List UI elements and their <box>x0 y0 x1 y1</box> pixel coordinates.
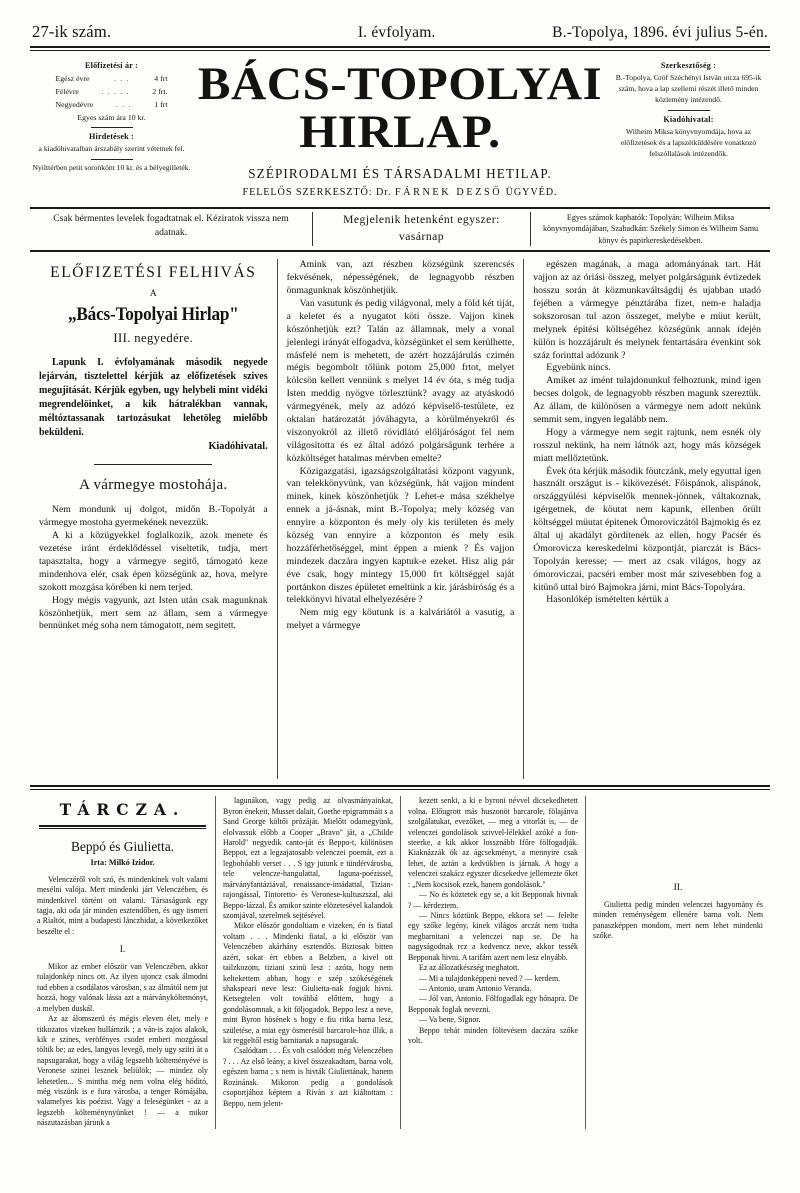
appeal-quarter: III. negyedére. <box>113 331 194 346</box>
story-section-i: I. <box>119 944 126 956</box>
place-and-date: B.-Topolya, 1896. évi julius 5-én. <box>552 24 768 41</box>
price-dots: . . . . . <box>101 87 130 97</box>
subscription-price-box <box>30 57 193 198</box>
volume-number: I. évfolyam. <box>357 24 436 41</box>
price-value: 4 frt <box>154 74 168 84</box>
editor-suffix: ÜGYVÉD. <box>505 186 558 198</box>
article-title: A vármegye mostohája. <box>79 477 228 494</box>
newspaper-title: BÁCS-TOPOLYAI HIRLAP. <box>197 58 603 158</box>
price-label: Egész évre <box>55 74 90 84</box>
story-paragraph: Beppo tehát minden föltevésem daczára szőke volt. <box>408 1025 578 1046</box>
price-dots: . . . <box>115 99 132 109</box>
banner-availability: Egyes számok kaphatók: Topolyán: Wilheim Miksa könyvnyomdájában, Szabadkán: Székely Simon és Wilheim Samu könyv és papirkereskedésekben. <box>542 212 759 245</box>
editor-title: Dr. <box>375 186 392 198</box>
article-paragraph: Közigazgatási, igazságszolgáltatási központ vagyunk, van telekkönyvünk, van községünk, hát vajjon mindent minek, kinek köszönhetjük ? Lehet-e mása székhelye ennek a já-ásnak, mint B.-Topolya; mely község van ennyire a központon és mely oly kis területen és mely község van ennyire a központon és mely esik hozzáférhetőséggel, mint éppen a mienk ? És vajjon mindezek daczára ingyen kaptuk-e ezeket. Hisz alig pár éve csak, hogy mintegy 15,000 frt költséggel saját portánkon diszes épületet emeltünk a kir. járásbiróság és a telekkönyvi hivatal elhelyezésére ? <box>286 465 515 606</box>
story-paragraph: — No és köztetek egy se, a kit Bepponak hivnak ? — kérdeztem. <box>408 890 578 910</box>
price-value: 2 frt. <box>152 87 168 97</box>
story-paragraph: Mikor az ember először van Velenczében, akkor tulajdonkép nincs ott. Az ilyen ujoncz csak álmodni tud ebben a csodálatos városban, s az álmától nem jut hozzá, hogy valónak lássa azt a márványköltemónyt, a melyben duskál. <box>37 961 208 1013</box>
single-copy-price: Egyes szám ára 10 kr. <box>77 112 146 122</box>
story-paragraph: — Nincs köztünk Beppo, ekkora se! — felelte egy szőke legény, kinek világos arczát nem tudta megbarnitani a velenczei nap se. De ha nagyságodnak rcz a kedvencz neve, akkor tessék Bepponak hivni. A tarifám azert nem lesz elnyább. <box>408 910 578 962</box>
price-value: 1 frt <box>154 99 168 109</box>
article-paragraph: egészen magának, a maga adományának tart. Hát vajjon az az óriási összeg, melyet polgárságunk évtizedek hosszu során át közmunkaváltságdij és ujabban utadó fejében a vármegye pénztárába fizet, nem-e haladja sokszorosan tul azon összeget, melybe e müut került, melynek épitési költségéhez községünk annak idején külön is hozzájárult és melynek fentartására évenkint sok száz forinttal adózunk ? <box>533 259 761 361</box>
feuilleton-section <box>30 796 770 1128</box>
story-paragraph: — Antonio, uram Antonio Veranda. <box>419 983 532 993</box>
article-paragraph: Nem mondunk uj dolgot, midőn B.-Topolyát a vármegye mostoha gyermekének nevezzük. <box>39 504 268 529</box>
main-columns <box>30 259 770 779</box>
banner-left-note: Csak bérmentes levelek fogadtatnak el. Kéziratok vissza nem adatnak. <box>53 212 289 238</box>
article-paragraph: Van vasutunk és pedig világvonal, mely a föld két tiját, a keletet és a nyugatot köti össze. Vajjon kinek köszönhetjük ezt? Talán az államnak, mely a vonal jelenlegi irányát elfogadva, községünket el sem kerülhette, másfelé nem is mehetett, de azért hozzájárulás czimén mégis begombolt tőlünk potom 25,000 frtot, melyet kölcsön kellett vennünk s melyet 14 év óta, s még tudja Isten meddig nyögve törlesztünk? avagy az atyáskodó vármegyének, mely az adózó képviselő-testülete, ez oktalan határozatát jóváhagyta, a körülményekről és viszonyokról az illető rövidlátó előljáróságot fel nem világositotta és ez által adózó polgárságunk terhére a közköltséget hatalmas mérvben emelte? <box>286 298 515 464</box>
banner-wrap <box>30 207 770 252</box>
article-paragraph: Évek óta kérjük második föutczánk, mely egyuttal igen használt országut is - kikövezését. Főispánok, alispánok, országgyülési képviselők mennek-jönnek, váltakoznak, igérgetnek, de köutat nem kapunk, ellenben őrült költséggel müutat épitenek Ómoroviczától Bajmokig és ez által uj akadályt gördítenek az ellen, hogy Pacsér és Ómorovicza kereskedelmi központját, piarczát is Bács-Topolyán keresse; — mert az csak világos, hogy az ómoroviczai, pacséri ember most már szivesebben fog a kitünő uttal biró Bajmokra járni, mint Bács-Topolyára. <box>533 465 761 593</box>
feuilleton-column-one <box>30 796 215 1128</box>
article-paragraph: Amiket az imént tulajdonunkul felhoztunk, mind igen becses dolgok, de legnagyobb részben magunk szereztük. Az állam, de különösen a vármegye nem adott nekünk semmit sem, ingyen legalább nem. <box>533 375 761 426</box>
price-box-rule <box>91 127 133 128</box>
story-paragraph: kezett senki, a ki e byroni névvel dicsekedhetett volna. Előugrott más huszonöt barcarole, fölajánva szolgálatukat, evezőket, — meg a vitorlát is, — de velenczei gondolások szivvel-lélekkel azóké a fon-steerke, a kik akkor lossznább Ifőre fölfogadják. Kiaknázzák ök az ágcsekményt, a mennyire csak lehet, de aztán a kedvükben is járnak. A hogy a velenczei szakácz egyszer dicsekedve jellemezte őket : „Nem kocsisok ezek, hanem gondolások." <box>408 796 578 889</box>
issue-number: 27-ik szám. <box>32 22 112 41</box>
masthead-center <box>193 57 607 198</box>
story-paragraph: — Jól van, Antonio. Fölfogadlak egy hónapra. De Bepponak foglak nevezni. <box>408 994 578 1014</box>
article-paragraph: Amink van, azt részben községünk szerencsés fekvésének, népességének, de legnagyobb részben önmagunknak köszönhetjük. <box>286 259 515 297</box>
publication-banner <box>30 207 770 252</box>
story-paragraph: Velenczéről volt szó, és mindenkinek volt valami mesélni valója. Mert mindenki járt Velenczében, és mindenkivel történt ott valami. Társaságunk egy tagja, aki oda jár minden esztendőben, és ugy ösmeri a Rialtót, mint a budapesti lánczhidat, a következőket beszélte el : <box>37 874 208 936</box>
story-paragraph: Mikor először gondoltiam e vizeken, én is fiatal voltam . . . Mindenki fiatal, a ki először van Velenczében akárhány esztendős. Biztosak bitten azért, sokat ért ebben a Belzben, a kivel ott tailzkozom, tiziani szinü lesz : azóta, hogy nem keltekettem abban, hogy e szép szókéségének shakspeari neve lesz: Giulietta-nak fogjuk hivni. Ketsegtelen volt továbbá előttem, hogy a gondolásomnak, a kit följogadok, Beppo lesz a neve, mint Byron hösének s hogy e fiu ritka barna lesz, születése, a miat egy ösmerésül barcarole-hoz illik, a kit reggeltől estig barnitanak a napsugarak. <box>223 921 393 1046</box>
price-row <box>56 73 168 86</box>
editor-line <box>199 187 601 198</box>
masthead <box>30 51 770 200</box>
ads-box-rule <box>91 159 133 160</box>
article-paragraph: Nem mig egy köutunk is a kalváriától a vasutig, a melyet a vármegye <box>286 607 515 632</box>
article-paragraph: Hogy mégis vagyunk, azt Isten után csak magunknak köszönhetjük, mert sem az állam, sem a vármegye bennünket még soha nem támogatott, nem segitett. <box>39 594 268 632</box>
top-issue-line <box>30 22 770 46</box>
editorial-office-box <box>607 57 770 198</box>
feuilleton-divider-rule <box>30 785 770 790</box>
banner-frequency <box>312 212 531 246</box>
ads-heading: Hirdetések : <box>89 131 134 141</box>
feuilleton-column-four <box>585 796 770 1128</box>
publisher-heading: Kiadóhivatal: <box>663 114 714 124</box>
column-three <box>523 259 770 779</box>
feuilleton-column-three <box>400 796 585 1128</box>
story-paragraph: Ez az állozatkészség meghatott. <box>419 963 520 973</box>
column-two <box>277 259 524 779</box>
appeal-signature: Kiadóhivatal. <box>208 440 268 452</box>
feuilleton-masthead: TÁRCZA. <box>59 800 186 820</box>
feuilleton-title-rule <box>39 825 206 830</box>
section-rule <box>94 464 212 465</box>
story-paragraph: — Va bene, Signor. <box>419 1015 481 1025</box>
frequency-line-2: vasárnap <box>398 229 445 243</box>
price-box-heading: Előfizetési ár : <box>85 61 138 70</box>
frequency-line-1: Megjelenik hetenként egyszer: <box>343 212 500 226</box>
story-paragraph: lagunákon, vagy pedig az olvasmányainkat, Byron énekeit, Musset dalait, Goethe epigrammáit s a Sand George költői prózáját. Mielőtt odamegyünk, elolvassuk előbb a Cooper „Bravo" ját, a „Childe Harold" negyedik canto-ját és Beppo-t, különösen Beppot, ezt a legzajatosabb velenczei poemát, ezt a legbohóabb verset . . . S igy jutunk e tündérvárosba, tele velencze-hangulattal, laguna-poézissel, márványfantáziával, renaissance-imádattal, Tizian-rajongással, Tintoretto- és Veronese-kultuszszal, aki Beppo-lázzal. És amikor szinte elözetesével kalandok szomjával, szerelmek sejtésével. <box>223 796 393 920</box>
article-paragraph: A ki a közügyekkel foglalkozik, azok menete és vezetése iránt érdeklődéssel viseltetik, tudja, mert tapasztalta, hogy a vármegye segitő, támogató keze mindenhova elér, csak épen községünk az, hova, melyre szokott mozgása körében ki nem terjed. <box>39 530 268 593</box>
article-paragraph: Egyebünk nincs. <box>546 362 611 374</box>
appeal-body: Lapunk I. évfolyamának második negyede lejárván, tisztelettel kérjük az előfizetések szives megujitását. Kérjük egyben, ugy helybeli mint vidéki megrendelöinket, a kik hátralékban vannak, méltóztassanak tartozásukat lehetöleg mielőbb beküldeni. <box>39 356 268 438</box>
story-paragraph: Az az álomszerü és mégis eleven élet, mely e titkozatos vizeken hullámzik ; a ván-is zajos alakok, kik e szines, veröfényes csodet emberi mozgással töltik be; az edes, langyos levegő, mely ugy sziiri át a napsugarakat, hogy a világ legszebb költeményévé is Veronese szinei lesznek beliülök; — mindez oly lehetetlen... S mintha még nem volna elég hóditó, még viszünk is e fura városba, a tenger Rómájába, valamelyes kis poézist. Vagy a feleségünket - az a legszebb költeménynyünket ! — a mikor nászutazásban járunk a <box>37 1014 208 1128</box>
open-column-rate: Nyilttérben petit soronkónt 10 kr. és a bélyegilleték. <box>32 162 191 172</box>
article-paragraph: Hasonlókép ismételten kértük a <box>546 594 669 606</box>
column-one <box>30 259 277 779</box>
story-byline: Irta: Milkó Izidor. <box>90 857 155 867</box>
article-paragraph: Hogy a vármegye nem segit rajtunk, nem esnék oly rosszul nekünk, ha nem látnók azt, hogy más községek miatt mellőztetünk. <box>533 426 761 464</box>
story-paragraph: — Mi a tulajdonképpeni neved ? — kerdem. <box>419 973 561 983</box>
publisher-text: Wilheim Miksa könyvnyomdája, hova az előfizetések és a lapszétküldésére vonatkozó felszóllalások intézendők. <box>620 127 757 158</box>
story-paragraph: Csalódtam . . . És volt csalódott még Velenczében ? . . . Az első leány, a kivel összeakadtam, barna volt, egészen barna ; s nem is hivták Giuliettának, hanem Rozinának. Mikoron pedig a gondolások csoportjához képtem a Riván s azt kiáltottam : Beppo, nem jelent- <box>223 1046 393 1108</box>
appeal-a: A <box>149 288 157 299</box>
price-label: Negyedévre <box>55 99 94 109</box>
newspaper-subtitle: SZÉPIRODALMI ÉS TÁRSADALMI HETILAP. <box>248 165 552 181</box>
editorial-text: B.-Topolya, Gróf Széchényi István utcza 695-ik szám, hova a lap szellemi részét illető minden közlemény intézendő. <box>615 73 762 105</box>
editor-prefix: FELELŐS SZERKESZTŐ: <box>242 186 373 198</box>
story-paragraph: Giulietta pedig minden velenczei hagyomány és minden reménységem ellenére barna volt. Nem panaszképpen mondom, mert nem lehet mindenki szőke. <box>593 899 763 941</box>
price-list <box>56 73 168 111</box>
editor-name: FÁRNEK DEZSŐ <box>394 186 503 198</box>
story-section-ii: II. <box>673 882 683 894</box>
appeal-heading: ELŐFIZETÉSI FELHIVÁS <box>50 264 257 282</box>
appeal-paper-name: „Bács-Topolyai Hirlap" <box>67 304 239 325</box>
price-row <box>56 86 168 99</box>
price-dots: . . . <box>114 74 130 84</box>
ads-text: a kiadóhivatalban árszabály szerint vétetnek fel. <box>38 144 185 154</box>
feuilleton-column-two <box>215 796 400 1128</box>
price-row <box>56 99 168 112</box>
editorial-box-rule <box>668 110 710 111</box>
editorial-heading: Szerkesztőség : <box>660 61 717 70</box>
story-title: Beppó és Giulietta. <box>70 839 174 855</box>
price-label: Félévre <box>55 87 79 97</box>
